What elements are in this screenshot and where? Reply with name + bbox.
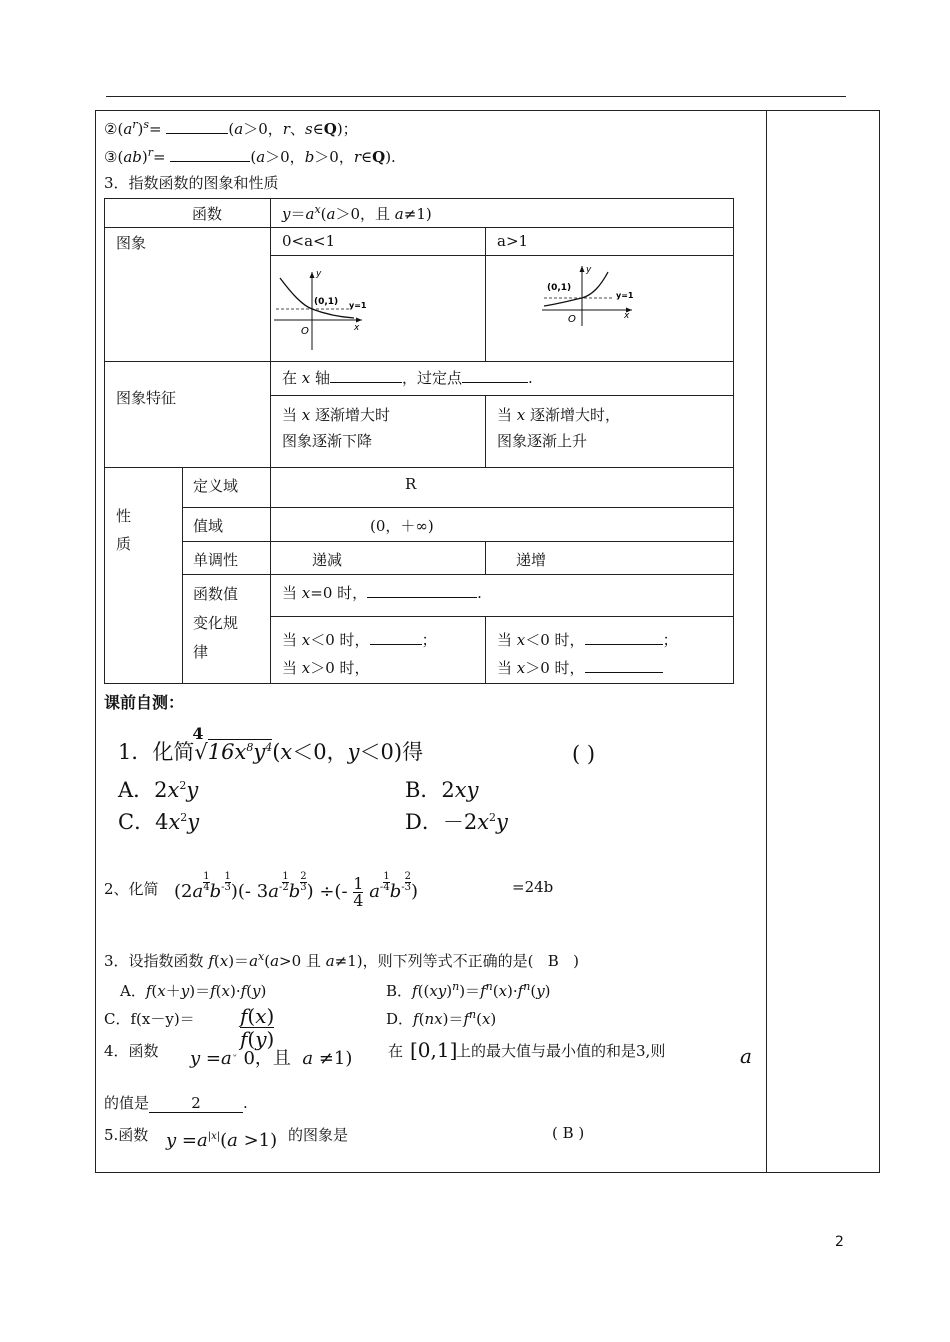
graph-y1-label: y=1 — [349, 301, 367, 310]
table-line — [485, 227, 486, 362]
cell-feature-top: 在 x 轴 ，过定点 . — [282, 369, 533, 387]
graph-origin-label: O — [568, 314, 576, 325]
table-line — [733, 198, 734, 684]
rule-3: ③(ab)$^r$= (a＞0，b＞0，r∈Q). — [104, 146, 396, 166]
cell-mono-dec: 递减 — [312, 551, 343, 569]
graph-x-label: x — [624, 311, 630, 321]
frame-top — [95, 110, 880, 111]
q1-option-c: C．$4x^2y$ — [118, 810, 200, 834]
q5-suffix: 的图象是 — [288, 1126, 349, 1144]
page-number: 2 — [835, 1234, 844, 1250]
graph-point-label: (0,1) — [547, 283, 572, 293]
table-line — [485, 395, 486, 468]
graph-increasing — [540, 262, 640, 328]
q4: 4．函数 — [104, 1042, 159, 1060]
table-line — [104, 198, 105, 684]
graph-y-label: y — [316, 269, 322, 279]
frame-mid — [766, 110, 767, 1173]
table-line — [270, 255, 734, 256]
table-line — [104, 227, 734, 228]
graph-point-label: (0,1) — [314, 297, 339, 307]
q5: 5.函数 — [104, 1126, 149, 1144]
frame-left — [95, 110, 96, 1173]
q4-line2: 的值是 2 . — [104, 1094, 248, 1112]
cell-feature-right: 当 x 逐渐增大时， 图象逐渐上升 — [497, 406, 621, 450]
cell-feature-left: 当 x 逐渐增大时 图象逐渐下降 — [282, 406, 391, 450]
q2-expression: (2a $\frac{1}{4}$ b- $\frac{1}{3}$ )(- 3a- $\frac{1}{2}$ b $\frac{2}{3}$ ) ÷(- $\frac{1}{4}$ a- $\frac{1}{4}$ b- $\frac{2}{3}$ ) — [174, 871, 419, 910]
graph-decreasing — [270, 262, 370, 354]
q2: 2、化简 — [104, 880, 159, 898]
q4-mid: 在 — [388, 1042, 404, 1060]
cell-range-label: 值域 — [193, 517, 224, 535]
q3-option-b: B．$f((xy)^n)=f^n(x)\cdot f^n(y)$ — [386, 980, 551, 1000]
cell-change-top: 当 x=0 时， . — [282, 584, 482, 602]
cell-domain-value: R — [405, 475, 417, 493]
q4-var: a — [740, 1044, 752, 1068]
graph-origin-label: O — [301, 326, 309, 337]
table-line — [270, 616, 734, 617]
q1-paren: ( ) — [572, 742, 596, 766]
table-line — [182, 507, 734, 508]
cell-change-label: 函数值 变化规 律 — [193, 585, 239, 661]
graph-y1-label: y=1 — [616, 291, 634, 300]
cell-graph-label: 图象 — [116, 234, 147, 252]
cell-function-header: 函数 — [192, 205, 223, 223]
q1: 1．化简 4 $√16x^8y^4(x<0$，y＜0)得 — [118, 724, 424, 764]
table-line — [182, 574, 734, 575]
cell-props-label: 性 质 — [116, 507, 132, 553]
q4-interval: [0,1] — [410, 1038, 458, 1062]
section3-title: 3．指数函数的图象和性质 — [104, 174, 279, 192]
q1-option-a: A．$2x^2y$ — [118, 778, 199, 802]
q4-answer: 2 — [149, 1094, 243, 1113]
q5-answer: ( B ) — [552, 1124, 585, 1142]
cell-mono-label: 单调性 — [193, 551, 239, 569]
graph-x-label: x — [354, 323, 360, 333]
cell-change-right: 当 x＜0 时， ； 当 x＞0 时， — [497, 631, 678, 677]
frame-bottom — [95, 1172, 880, 1173]
q3-option-c-fraction: f(x) f(y) — [240, 1004, 275, 1051]
table-line — [104, 467, 734, 468]
pretest-title: 课前自测： — [104, 693, 185, 712]
top-rule — [106, 96, 846, 97]
q3-option-a: A．f(x＋y)＝f(x)·f(y) — [120, 982, 267, 1000]
cell-function-def: $y=a^x(a>0$，且 a≠1) — [282, 203, 432, 223]
table-line — [104, 361, 734, 362]
table-line — [485, 541, 486, 575]
table-line — [104, 683, 734, 684]
cell-range-value: (0，＋∞) — [370, 517, 434, 535]
cell-change-left: 当 x＜0 时， ； 当 x＞0 时， — [282, 631, 437, 677]
table-line — [485, 616, 486, 684]
table-line — [104, 198, 734, 199]
q4-suffix: 上的最大值与最小值的和是3,则 — [456, 1042, 666, 1060]
cell-features-label: 图象特征 — [116, 389, 177, 407]
cell-case2: a>1 — [497, 232, 529, 250]
table-line — [270, 395, 734, 396]
cell-domain-label: 定义域 — [193, 477, 239, 495]
q3-option-d: D．$f(nx)=f^n(x)$ — [386, 1008, 497, 1028]
q4-function: y =aˇ 0，且 a ≠1) — [190, 1048, 353, 1069]
q1-option-d: D．$-2x^2y$ — [405, 810, 508, 834]
q3-option-c: C．f(x－y)＝ — [104, 1010, 195, 1028]
cell-mono-inc: 递增 — [516, 551, 547, 569]
frame-right — [879, 110, 880, 1173]
q1-option-b: B．2xy — [405, 778, 479, 802]
q3: 3．设指数函数 $f(x)=a^x(a>0$ 且 a≠1)，则下列等式不正确的是( B ) — [104, 950, 579, 970]
table-line — [182, 541, 734, 542]
cell-case1: 0<a<1 — [282, 232, 336, 250]
table-line — [182, 467, 183, 684]
q5-function: $y =a^{|x|}(a >1)$ — [166, 1130, 278, 1151]
rule-2: $②(a^r)^s= (a>0$，r、s∈Q)； — [104, 118, 358, 138]
graph-y-label: y — [586, 265, 592, 275]
q2-answer: =24b — [512, 878, 554, 896]
